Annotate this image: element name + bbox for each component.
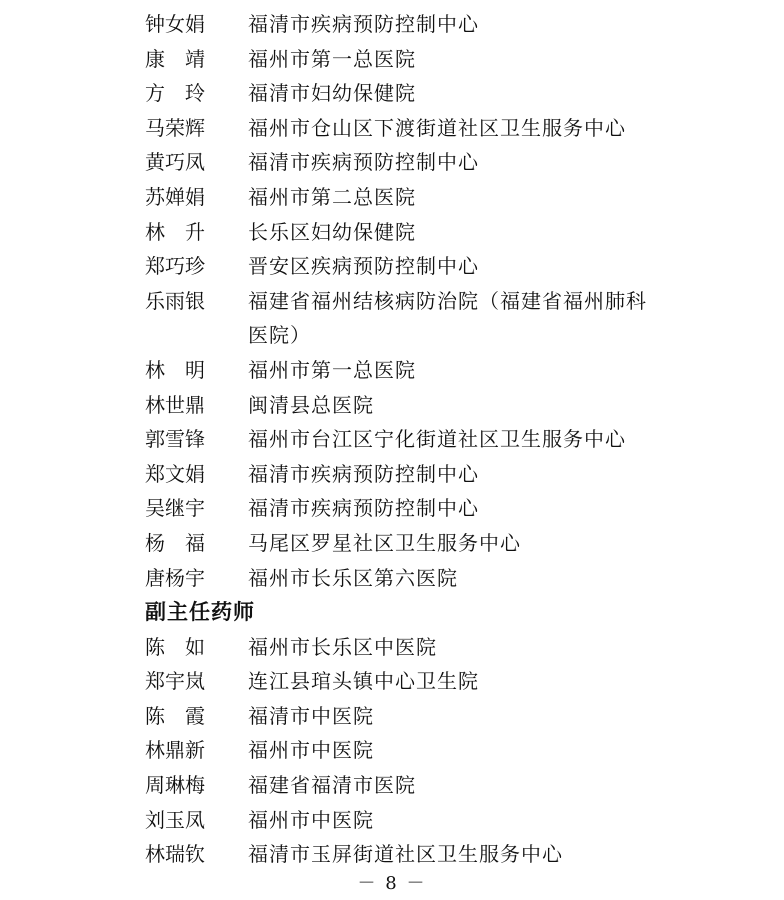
list-item — [0, 422, 784, 457]
list-item — [0, 42, 784, 77]
list-item — [0, 76, 784, 111]
person-name: 马荣辉 — [145, 115, 205, 140]
person-organization: 福州市第一总医院 — [248, 357, 416, 382]
person-organization: 连江县琯头镇中心卫生院 — [248, 669, 479, 694]
list-item — [0, 664, 784, 699]
person-organization: 长乐区妇幼保健院 — [248, 219, 416, 244]
person-organization: 福建省福清市医院 — [248, 773, 416, 798]
section-heading: 副主任药师 — [145, 600, 255, 625]
person-organization: 晋安区疾病预防控制中心 — [248, 254, 479, 279]
list-item — [0, 145, 784, 180]
list-item — [0, 733, 784, 768]
list-item — [0, 284, 784, 353]
person-name: 康 靖 — [145, 46, 205, 71]
person-name: 林 升 — [145, 219, 205, 244]
person-name: 陈 霞 — [145, 703, 205, 728]
person-name: 周琳梅 — [145, 773, 205, 798]
list-item — [0, 526, 784, 561]
personnel-list — [0, 7, 784, 872]
person-name: 郑巧珍 — [145, 254, 205, 279]
person-organization: 福州市长乐区第六医院 — [248, 565, 458, 590]
person-name: 方 玲 — [145, 81, 205, 106]
person-organization: 福清市疾病预防控制中心 — [248, 150, 479, 175]
list-item — [0, 180, 784, 215]
person-name: 唐杨宇 — [145, 565, 205, 590]
list-item — [0, 561, 784, 596]
list-item — [0, 215, 784, 250]
list-item — [0, 249, 784, 284]
person-organization: 福州市第二总医院 — [248, 184, 416, 209]
page-number: － 8 － — [357, 873, 427, 894]
person-name: 郑宇岚 — [145, 669, 205, 694]
person-name: 郭雪锋 — [145, 427, 205, 452]
person-organization: 福州市台江区宁化街道社区卫生服务中心 — [248, 427, 626, 452]
person-name: 黄巧凤 — [145, 150, 205, 175]
person-organization: 福建省福州结核病防治院（福建省福州肺科医院） — [248, 288, 647, 348]
person-organization: 福州市中医院 — [248, 738, 374, 763]
person-name: 苏婵娟 — [145, 184, 205, 209]
person-name: 杨 福 — [145, 530, 205, 555]
list-item — [0, 837, 784, 872]
person-organization: 福清市疾病预防控制中心 — [248, 496, 479, 521]
person-organization: 福清市妇幼保健院 — [248, 81, 416, 106]
person-organization: 马尾区罗星社区卫生服务中心 — [248, 530, 521, 555]
person-name: 林瑞钦 — [145, 842, 205, 867]
list-item — [0, 353, 784, 388]
person-organization: 福清市疾病预防控制中心 — [248, 461, 479, 486]
person-organization: 闽清县总医院 — [248, 392, 374, 417]
person-name: 陈 如 — [145, 634, 205, 659]
person-name: 林 明 — [145, 357, 205, 382]
person-organization: 福州市仓山区下渡街道社区卫生服务中心 — [248, 115, 626, 140]
person-organization: 福清市中医院 — [248, 703, 374, 728]
list-item — [0, 699, 784, 734]
list-item — [0, 803, 784, 838]
person-name: 钟女娟 — [145, 12, 205, 36]
person-name: 刘玉凤 — [145, 807, 205, 832]
person-name: 林世鼎 — [145, 392, 205, 417]
list-item — [0, 491, 784, 526]
person-organization: 福州市长乐区中医院 — [248, 634, 437, 659]
list-item — [0, 768, 784, 803]
list-item — [0, 7, 784, 42]
list-item — [0, 111, 784, 146]
person-organization: 福州市中医院 — [248, 807, 374, 832]
person-name: 郑文娟 — [145, 461, 205, 486]
list-item — [0, 388, 784, 423]
person-name: 吴继宇 — [145, 496, 205, 521]
person-name: 林鼎新 — [145, 738, 205, 763]
person-organization: 福清市玉屏街道社区卫生服务中心 — [248, 842, 563, 867]
person-name: 乐雨银 — [145, 288, 205, 313]
list-item — [0, 457, 784, 492]
person-organization: 福州市第一总医院 — [248, 46, 416, 71]
person-organization: 福清市疾病预防控制中心 — [248, 12, 479, 36]
list-item — [0, 630, 784, 665]
